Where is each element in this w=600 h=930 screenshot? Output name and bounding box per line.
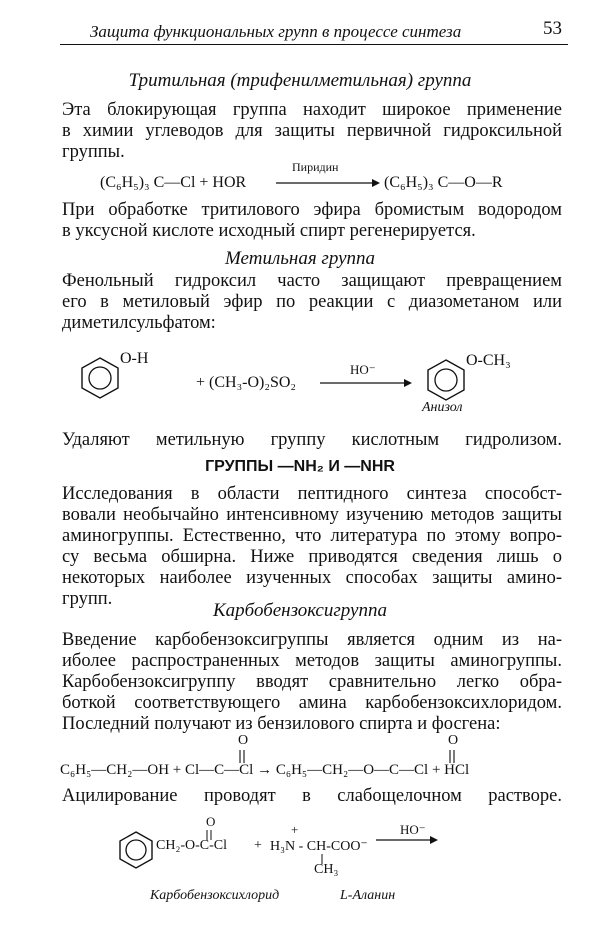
cbz-line-4: боткой соответствующего амина карбобензоксихлоридом. [62,693,562,713]
acylation-line: Ацилирование проводят в слабощелочном растворе. [62,786,562,806]
amino-line-4: су весьма обширна. Ниже приводятся сведения лишь о [62,547,562,567]
cbz-eq2-arrowhead [430,836,438,844]
trityl-p2-line-2: в уксусной кислоте исходный спирт регенерируется. [62,221,476,241]
anisole-substituent: O-CH₃ [466,352,511,369]
anisole-caption: Анизол [422,400,463,415]
alanine-caption: L-Аланин [340,888,396,903]
methyl-removal-line: Удаляют метильную группу кислотным гидролизом. [62,430,562,450]
methyl-line-3: диметилсульфатом: [62,313,216,333]
amino-line-5: некоторых наиболее изученных способах защиты амино- [62,568,562,588]
dimethylsulfate-reagent: + (CH₃-O)₂SO₂ [196,374,296,391]
amino-line-1: Исследования в области пептидного синтеза способст- [62,484,562,504]
alanine-methyl: CH₃ [314,862,339,877]
amino-line-3: аминогруппы. Естественно, что литература по этому вопро- [62,526,562,546]
phosgene-carbonyl-o: O [238,733,249,748]
cbz-eq2-plus: + [254,838,262,853]
cbz-line-1: Введение карбобензоксигруппы является одним из на- [62,630,562,650]
running-title: Защита функциональных групп в процессе синтеза [90,22,462,41]
amino-line-6: групп. [62,589,113,609]
cbz-chloride-caption: Карбобензоксихлорид [150,888,280,903]
amino-heading: ГРУППЫ —NH₂ И —NHR [205,458,395,475]
cbz-line-5: Последний получают из бензилового спирта и фосгена: [62,714,501,734]
page-number: 53 [543,18,562,39]
cbz-chloride-synthesis-eq: C₆H₅—CH₂—OH + Cl—C—Cl → C₆H₅—CH₂—O—C—Cl + HCl [60,762,470,778]
methyl-line-2: его в метиловый эфир по реакции с диазометаном или [62,292,562,312]
cbz-eq2-double-bond [207,830,211,840]
anisole-benzene-ring [428,360,464,400]
trityl-line-2: в химии углеводов для защиты первичной гидроксильной [62,121,562,141]
cbz-line-3: Карбобензоксигруппу вводят сравнительно легко обра- [62,672,562,692]
cbz-line-2: иболее распространенных методов защиты аминогруппы. [62,651,562,671]
methyl-arrow-label: HO⁻ [350,362,376,377]
methyl-line-1: Фенольный гидроксил часто защищают превращением [62,271,562,291]
cbz-eq2-carbonyl-o: O [206,814,216,829]
phenol-benzene-ring [82,358,118,398]
trityl-eq-arrow-label: Пиридин [292,160,339,174]
cbz-eq2-arrow-label: HO⁻ [400,822,426,837]
trityl-line-3: группы. [62,142,125,162]
trityl-arrowhead [372,179,380,187]
methyl-heading: Метильная группа [225,248,375,269]
phosgene-double-bond [240,750,244,763]
trityl-p2-line-1: При обработке тритилового эфира бромистым водородом [62,200,562,220]
trityl-eq-left: (C₆H₅)₃ C—Cl + HOR [100,174,247,191]
benzyl-benzene-ring [120,832,152,868]
cbz-heading: Карбобензоксигруппа [213,600,387,621]
phenol-substituent: O-H [120,350,149,367]
ammonium-charge: + [291,822,299,837]
methyl-arrowhead [404,379,412,387]
alanine-structure: H₃N - CH-COO⁻ [270,839,368,854]
trityl-eq-right: (C₆H₅)₃ C—O—R [384,174,503,191]
trityl-heading: Тритильная (трифенилметильная) группа [128,70,472,91]
cbz-chloride-double-bond [450,750,454,763]
cbz-chloride-structure: CH₂-O-C-Cl [156,838,227,853]
cbz-chloride-carbonyl-o: O [448,733,459,748]
amino-line-2: вовали необычайно интенсивному изучению методов защиты [62,505,562,525]
trityl-line-1: Эта блокирующая группа находит широкое применение [62,100,562,120]
